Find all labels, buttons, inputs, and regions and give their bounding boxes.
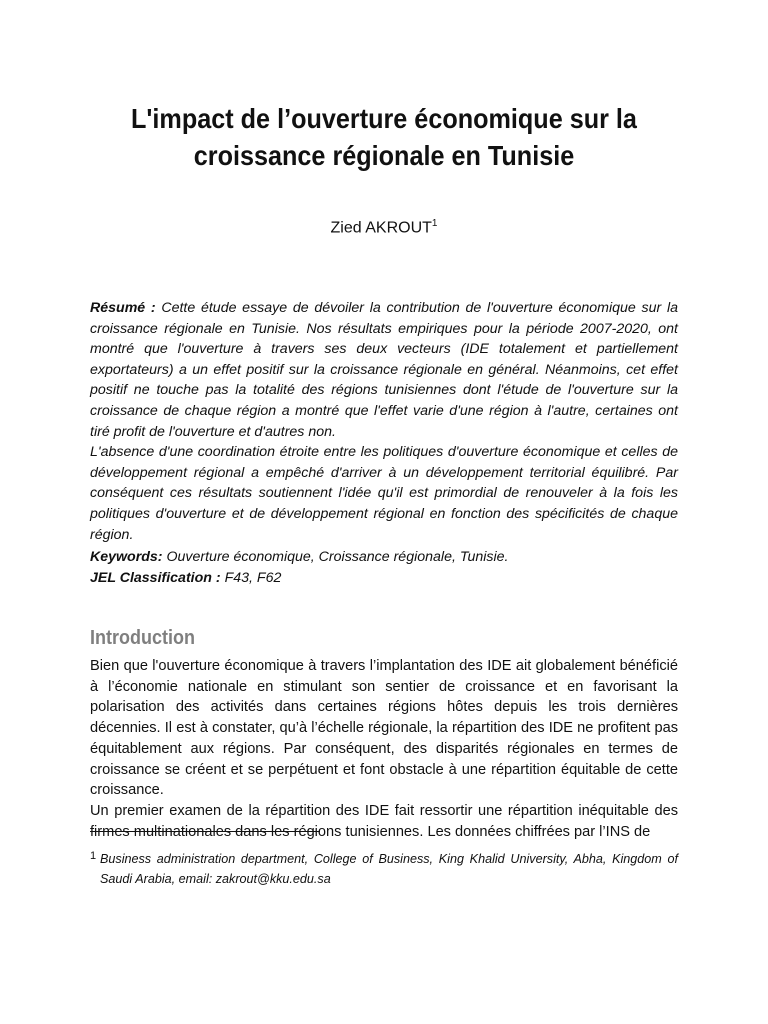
abstract-paragraph-2: L'absence d'une coordination étroite entre les politiques d'ouverture économique et celles de développement régional a empêché d'arriver à un développement territorial équilibré. Par conséquent ces résultats soutiennent l'idée qu'il est primordial de renouveler à la fois les politiques d'ouverture et de développement régional en fonction des spécificités de chaque région. bbox=[90, 444, 678, 543]
footnote bbox=[90, 849, 678, 889]
abstract-label: Résumé : bbox=[90, 300, 156, 316]
abstract-paragraph-1 bbox=[90, 298, 678, 442]
keywords-line bbox=[90, 547, 678, 568]
section-heading-introduction: Introduction bbox=[90, 627, 195, 649]
introduction-paragraph-2: Un premier examen de la répartition des IDE fait ressortir une répartition inéquitable des firmes multinationales dans les régions tunisiennes. Les données chiffrées par l’INS de bbox=[90, 802, 678, 840]
author-footnote-mark: 1 bbox=[431, 218, 438, 229]
abstract-text-1: Cette étude essaye de dévoiler la contribution de l'ouverture économique sur la croissance régionale en Tunisie. Nos résultats empiriques pour la période 2007-2020, ont montré que l'ouverture à travers ses deux vecteurs (IDE totalement et partiellement exportateurs) a un effet positif sur la croissance régionale en général. Néanmoins, cet effet positif ne touche pas la totalité des régions tunisiennes dont l'étude de l'ouverture sur la croissance de chaque région a montré que l'effet varie d'une région à l'autre, certaines ont tiré profit de l'ouverture et d'autres non. bbox=[90, 300, 678, 440]
jel-codes: F43, F62 bbox=[220, 569, 282, 586]
footnote-text: Business administration department, College of Business, King Khalid University, Abha, Kingdom of Saudi Arabia, email: zakrout@kku.edu.sa bbox=[100, 852, 678, 886]
author-line bbox=[0, 218, 768, 237]
paper-title: L'impact de l’ouverture économique sur la croissance régionale en Tunisie bbox=[131, 103, 637, 171]
jel-line bbox=[90, 568, 678, 589]
keywords-text: Ouverture économique, Croissance régionale, Tunisie. bbox=[162, 549, 509, 566]
introduction-body bbox=[90, 656, 678, 842]
abstract bbox=[90, 298, 678, 588]
jel-label: JEL Classification : bbox=[90, 569, 221, 586]
keywords-label: Keywords: bbox=[90, 549, 163, 566]
footnote-number: 1 bbox=[90, 850, 97, 862]
footnote-separator bbox=[90, 831, 320, 832]
introduction-paragraph-1: Bien que l'ouverture économique à travers l’implantation des IDE ait globalement bénéficié à l’économie nationale en stimulant son sentier de croissance et en favorisant la polarisation des activités dans certaines régions hôtes depuis les trois dernières décennies. Il est à constater, qu’à l’échelle régionale, la répartition des IDE ne profitent pas équitablement aux régions. Par conséquent, des disparités régionales en termes de croissance se créent et se perpétuent et font obstacle à une répartition équitable de cette croissance. bbox=[90, 658, 678, 799]
author-name: Zied AKROUT bbox=[330, 219, 432, 237]
